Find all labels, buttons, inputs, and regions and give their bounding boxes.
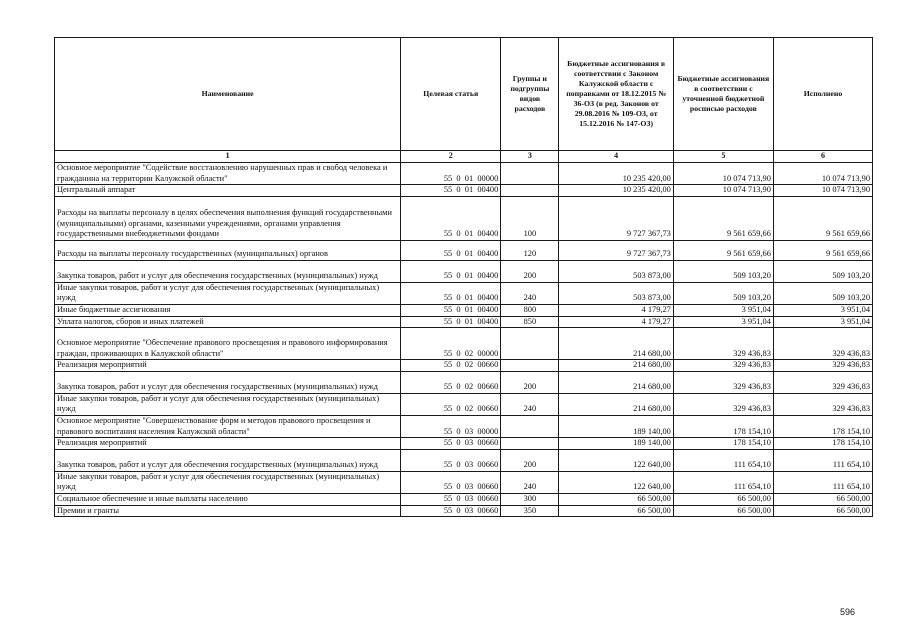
- table-row: [55, 163, 873, 185]
- row-executed-amount: 66 500,00: [773, 505, 872, 517]
- row-name: Основное мероприятие "Совершенствование форм и методов правового просвещения и правового воспитания населения Калужской области": [55, 415, 401, 437]
- row-approved-amount: 503 873,00: [559, 260, 673, 282]
- row-name: Премии и гранты: [55, 505, 401, 517]
- row-revised-amount: 329 436,83: [673, 371, 773, 393]
- row-name: Уплата налогов, сборов и иных платежей: [55, 316, 401, 328]
- table-row: [55, 304, 873, 316]
- row-name: Расходы на выплаты персоналу в целях обеспечения выполнения функций государственными (муниципальными) органами, казенными учреждениями, органами управления государственными внебюджетными фондами: [55, 196, 401, 240]
- row-revised-amount: 509 103,20: [673, 260, 773, 282]
- row-expense-group: 200: [501, 449, 559, 471]
- row-target-article: 55 0 03 00660: [401, 449, 501, 471]
- row-executed-amount: 10 074 713,90: [773, 185, 872, 197]
- row-expense-group: [501, 415, 559, 437]
- row-revised-amount: 111 654,10: [673, 471, 773, 493]
- row-target-article: 55 0 03 00660: [401, 505, 501, 517]
- row-name: Иные закупки товаров, работ и услуг для обеспечения государственных (муниципальных) нужд: [55, 471, 401, 493]
- row-revised-amount: 9 561 659,66: [673, 196, 773, 240]
- page-number: 596: [839, 607, 855, 617]
- row-approved-amount: 189 140,00: [559, 415, 673, 437]
- row-revised-amount: 509 103,20: [673, 282, 773, 304]
- row-expense-group: 100: [501, 196, 559, 240]
- table-row: [55, 415, 873, 437]
- row-approved-amount: 122 640,00: [559, 449, 673, 471]
- row-expense-group: 350: [501, 505, 559, 517]
- row-name: Центральный аппарат: [55, 185, 401, 197]
- row-approved-amount: 122 640,00: [559, 471, 673, 493]
- header-revised-appropriations: Бюджетные ассигнования в соответствии с уточненной бюджетной росписью расходов: [673, 38, 773, 151]
- table-row: [55, 185, 873, 197]
- row-target-article: 55 0 02 00660: [401, 393, 501, 415]
- row-target-article: 55 0 01 00000: [401, 163, 501, 185]
- column-number: 3: [501, 151, 559, 163]
- column-number: 4: [559, 151, 673, 163]
- table-row: [55, 438, 873, 450]
- row-expense-group: 300: [501, 493, 559, 505]
- row-name: Основное мероприятие "Содействие восстановлению нарушенных прав и свобод человека и гражданина на территории Калужской области": [55, 163, 401, 185]
- table-row: [55, 505, 873, 517]
- row-revised-amount: 329 436,83: [673, 393, 773, 415]
- row-target-article: 55 0 03 00000: [401, 415, 501, 437]
- row-executed-amount: 329 436,83: [773, 328, 872, 360]
- row-target-article: 55 0 01 00400: [401, 260, 501, 282]
- row-approved-amount: 10 235 420,00: [559, 185, 673, 197]
- row-name: Реализация мероприятий: [55, 360, 401, 372]
- row-revised-amount: 329 436,83: [673, 360, 773, 372]
- row-approved-amount: 66 500,00: [559, 493, 673, 505]
- row-approved-amount: 189 140,00: [559, 438, 673, 450]
- row-target-article: 55 0 01 00400: [401, 282, 501, 304]
- row-approved-amount: 214 680,00: [559, 393, 673, 415]
- table-row: [55, 493, 873, 505]
- row-expense-group: 240: [501, 282, 559, 304]
- row-name: Основное мероприятие "Обеспечение правового просвещения и правового информирования граждан, проживающих в Калужской области": [55, 328, 401, 360]
- row-approved-amount: 214 680,00: [559, 360, 673, 372]
- row-target-article: 55 0 03 00660: [401, 438, 501, 450]
- column-number: 1: [55, 151, 401, 163]
- table-row: [55, 328, 873, 360]
- row-expense-group: [501, 328, 559, 360]
- row-name: Реализация мероприятий: [55, 438, 401, 450]
- row-name: Иные бюджетные ассигнования: [55, 304, 401, 316]
- table-row: [55, 282, 873, 304]
- row-target-article: 55 0 02 00660: [401, 360, 501, 372]
- row-expense-group: 200: [501, 371, 559, 393]
- row-revised-amount: 3 951,04: [673, 316, 773, 328]
- row-approved-amount: 214 680,00: [559, 328, 673, 360]
- table-row: [55, 393, 873, 415]
- row-approved-amount: 66 500,00: [559, 505, 673, 517]
- row-target-article: 55 0 01 00400: [401, 304, 501, 316]
- table-row: [55, 196, 873, 240]
- table-row: [55, 240, 873, 260]
- row-revised-amount: 66 500,00: [673, 493, 773, 505]
- row-name: Расходы на выплаты персоналу государственных (муниципальных) органов: [55, 240, 401, 260]
- row-expense-group: 850: [501, 316, 559, 328]
- row-executed-amount: 111 654,10: [773, 471, 872, 493]
- row-approved-amount: 10 235 420,00: [559, 163, 673, 185]
- header-executed: Исполнено: [773, 38, 872, 151]
- row-executed-amount: 9 561 659,66: [773, 240, 872, 260]
- row-approved-amount: 214 680,00: [559, 371, 673, 393]
- row-revised-amount: 329 436,83: [673, 328, 773, 360]
- row-executed-amount: 3 951,04: [773, 304, 872, 316]
- budget-table: [54, 37, 873, 517]
- row-name: Иные закупки товаров, работ и услуг для обеспечения государственных (муниципальных) нужд: [55, 282, 401, 304]
- row-executed-amount: 509 103,20: [773, 282, 872, 304]
- column-number: 2: [401, 151, 501, 163]
- row-revised-amount: 9 561 659,66: [673, 240, 773, 260]
- row-target-article: 55 0 02 00000: [401, 328, 501, 360]
- row-target-article: 55 0 03 00660: [401, 493, 501, 505]
- row-approved-amount: 4 179,27: [559, 304, 673, 316]
- row-expense-group: [501, 185, 559, 197]
- row-executed-amount: 10 074 713,90: [773, 163, 872, 185]
- row-revised-amount: 178 154,10: [673, 415, 773, 437]
- row-revised-amount: 10 074 713,90: [673, 163, 773, 185]
- row-executed-amount: 66 500,00: [773, 493, 872, 505]
- row-target-article: 55 0 01 00400: [401, 185, 501, 197]
- header-expense-group: Группы и подгруппы видов расходов: [501, 38, 559, 151]
- row-executed-amount: 509 103,20: [773, 260, 872, 282]
- row-revised-amount: 66 500,00: [673, 505, 773, 517]
- row-target-article: 55 0 03 00660: [401, 471, 501, 493]
- row-name: Закупка товаров, работ и услуг для обеспечения государственных (муниципальных) нужд: [55, 371, 401, 393]
- row-executed-amount: 3 951,04: [773, 316, 872, 328]
- table-row: [55, 260, 873, 282]
- row-expense-group: 120: [501, 240, 559, 260]
- row-executed-amount: 329 436,83: [773, 360, 872, 372]
- row-executed-amount: 111 654,10: [773, 449, 872, 471]
- row-revised-amount: 111 654,10: [673, 449, 773, 471]
- row-revised-amount: 3 951,04: [673, 304, 773, 316]
- row-expense-group: 800: [501, 304, 559, 316]
- row-name: Иные закупки товаров, работ и услуг для обеспечения государственных (муниципальных) нужд: [55, 393, 401, 415]
- row-name: Социальное обеспечение и иные выплаты населению: [55, 493, 401, 505]
- row-executed-amount: 9 561 659,66: [773, 196, 872, 240]
- row-expense-group: [501, 438, 559, 450]
- header-row: [55, 38, 873, 151]
- table-row: [55, 316, 873, 328]
- row-executed-amount: 329 436,83: [773, 393, 872, 415]
- header-name: Наименование: [55, 38, 401, 151]
- row-target-article: 55 0 02 00660: [401, 371, 501, 393]
- row-approved-amount: 4 179,27: [559, 316, 673, 328]
- table-row: [55, 471, 873, 493]
- row-expense-group: 200: [501, 260, 559, 282]
- row-executed-amount: 178 154,10: [773, 438, 872, 450]
- row-revised-amount: 10 074 713,90: [673, 185, 773, 197]
- table-row: [55, 371, 873, 393]
- row-target-article: 55 0 01 00400: [401, 196, 501, 240]
- row-name: Закупка товаров, работ и услуг для обеспечения государственных (муниципальных) нужд: [55, 260, 401, 282]
- row-approved-amount: 9 727 367,73: [559, 196, 673, 240]
- row-expense-group: 240: [501, 471, 559, 493]
- table-row: [55, 449, 873, 471]
- row-executed-amount: 178 154,10: [773, 415, 872, 437]
- header-target-article: Целевая статья: [401, 38, 501, 151]
- table-row: [55, 360, 873, 372]
- row-target-article: 55 0 01 00400: [401, 316, 501, 328]
- row-expense-group: [501, 360, 559, 372]
- row-expense-group: 240: [501, 393, 559, 415]
- row-revised-amount: 178 154,10: [673, 438, 773, 450]
- row-target-article: 55 0 01 00400: [401, 240, 501, 260]
- column-number: 5: [673, 151, 773, 163]
- row-approved-amount: 9 727 367,73: [559, 240, 673, 260]
- column-number-row: [55, 151, 873, 163]
- row-expense-group: [501, 163, 559, 185]
- column-number: 6: [773, 151, 872, 163]
- row-approved-amount: 503 873,00: [559, 282, 673, 304]
- row-name: Закупка товаров, работ и услуг для обеспечения государственных (муниципальных) нужд: [55, 449, 401, 471]
- row-executed-amount: 329 436,83: [773, 371, 872, 393]
- header-approved-appropriations: Бюджетные ассигнования в соответствии с Законом Калужской области с поправками от 18.12.2015 № 36-ОЗ (в ред. Законов от 29.08.2016 № 109-ОЗ, от 15.12.2016 № 147-ОЗ): [559, 38, 673, 151]
